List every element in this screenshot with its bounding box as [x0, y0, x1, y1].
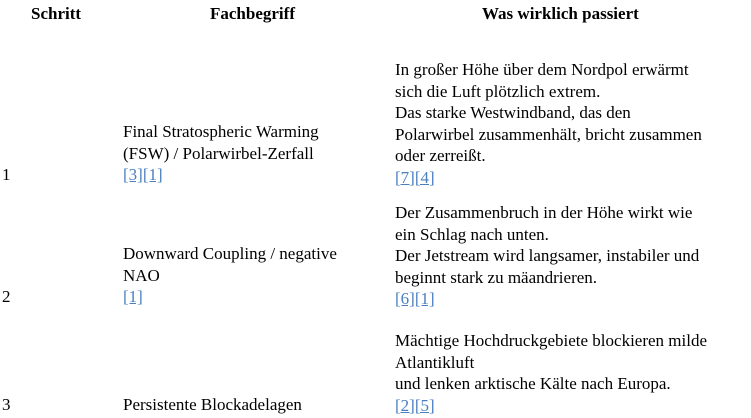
what-refs [395, 395, 751, 417]
what-line: Polarwirbel zusammenhält, bricht zusammen [395, 124, 702, 144]
term-refs [123, 286, 385, 308]
term-refs [123, 164, 385, 186]
what-line: Der Zusammenbruch in der Höhe wirkt wie [395, 203, 693, 222]
citation-link[interactable]: [6] [395, 289, 415, 308]
citation-link[interactable]: [4] [414, 167, 435, 187]
what-line: Atlantikluft [395, 352, 475, 372]
term-line: Final Stratospheric Warming [123, 122, 319, 141]
term-line: Downward Coupling / negative [123, 244, 337, 263]
what-line: Das starke Westwindband, das den [395, 103, 631, 122]
row-2-term [123, 243, 385, 308]
what-line: sich die Luft plötzlich extrem. [395, 81, 601, 101]
row-1-step: 1 [2, 165, 11, 184]
citation-link[interactable]: [1] [142, 165, 163, 184]
what-line: Mächtige Hochdruckgebiete blockieren milde [395, 331, 708, 350]
row-1-what [395, 59, 751, 188]
citation-link[interactable]: [1] [123, 287, 143, 306]
row-2-what [395, 202, 751, 310]
row-2-step: 2 [2, 287, 11, 306]
citation-link[interactable]: [2] [395, 395, 415, 415]
what-line: und lenken arktische Kälte nach Europa. [395, 374, 671, 393]
term-line: Persistente Blockadelagen [123, 395, 302, 414]
citation-link[interactable]: [5] [414, 395, 435, 415]
what-line: Der Jetstream wird langsamer, instabiler und [395, 246, 700, 265]
row-1-term [123, 121, 385, 186]
what-refs [395, 167, 751, 189]
what-line: In großer Höhe über dem Nordpol erwärmt [395, 60, 689, 79]
citation-link[interactable]: [7] [395, 167, 415, 187]
citation-link[interactable]: [1] [414, 289, 435, 308]
what-refs [395, 288, 751, 310]
row-3-step: 3 [2, 395, 11, 414]
term-line: NAO [123, 265, 160, 285]
header-step: Schritt [31, 4, 82, 23]
term-line: (FSW) / Polarwirbel-Zerfall [123, 143, 314, 163]
row-3-term [123, 394, 385, 416]
header-term: Fachbegriff [210, 4, 295, 23]
citation-link[interactable]: [3] [123, 165, 143, 184]
what-line: beginnt stark zu mäandrieren. [395, 267, 598, 287]
row-3-what [395, 330, 751, 416]
what-line: ein Schlag nach unten. [395, 224, 549, 244]
what-line: oder zerreißt. [395, 146, 486, 165]
header-what: Was wirklich passiert [482, 4, 639, 23]
